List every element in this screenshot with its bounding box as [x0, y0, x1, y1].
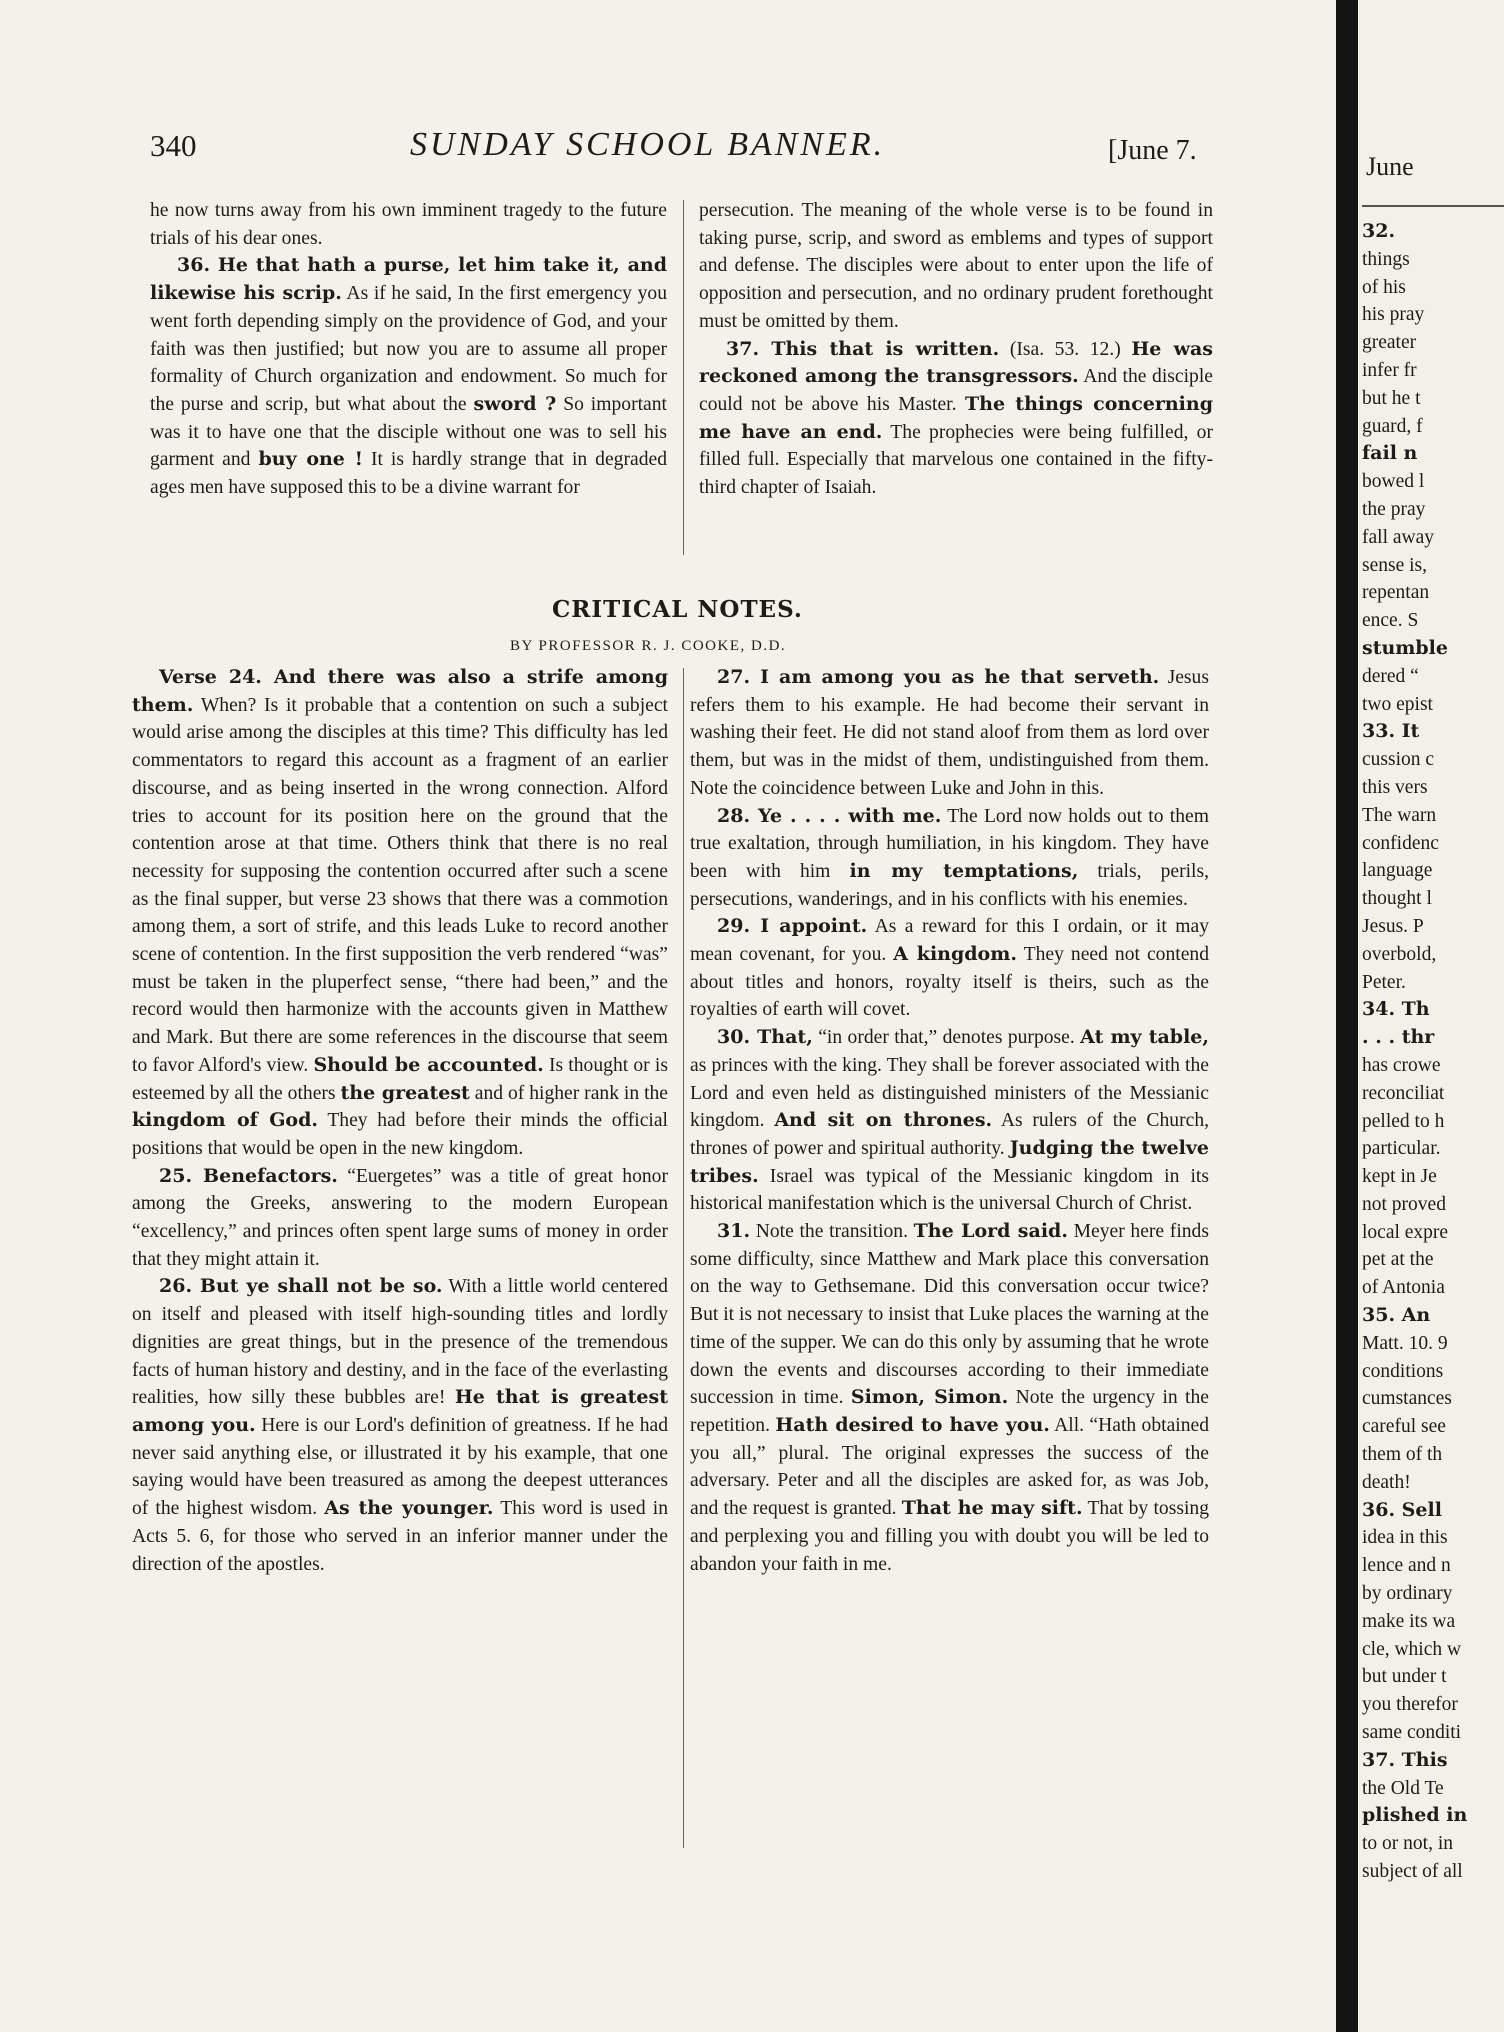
bold-phrase: He was reckoned among the transgressors.: [699, 337, 1213, 388]
note-verse-25: [132, 1163, 668, 1274]
bold-phrase: Should be accounted.: [313, 1053, 544, 1076]
adjacent-line: idea in this: [1362, 1527, 1448, 1549]
bold-phrase: The Lord said.: [913, 1220, 1068, 1243]
text: Israel was typical of the Messianic kingdom in its historical manifestation which is the universal Church of Christ.: [690, 1165, 1209, 1215]
bold-phrase: He that is greatest among you.: [132, 1386, 668, 1436]
bold-phrase: buy one !: [258, 448, 363, 471]
header-rule: [1362, 205, 1504, 207]
text: With a little world centered on itself and pleased with itself high-sounding titles and lordly dignities are great things, but in the presence of the tremendous facts of human history and destiny, and in the face of the everlasting realities, how silly these bubbles are!: [132, 1276, 668, 1409]
adjacent-line: pet at the: [1362, 1249, 1434, 1271]
issue-date: [June 7.: [1108, 135, 1197, 166]
text: Note the transition.: [750, 1221, 914, 1243]
adjacent-line: careful see: [1362, 1416, 1446, 1438]
column-rule: [683, 200, 684, 555]
adjacent-page: [1358, 0, 1504, 2032]
verse-heading: 30. That,: [717, 1026, 813, 1049]
verse-heading: Verse 24. And there was also a strife among them.: [132, 666, 668, 716]
adjacent-line: Matt. 10. 9: [1362, 1332, 1448, 1354]
adjacent-line: by ordinary: [1362, 1583, 1453, 1605]
adjacent-line: 34. Th: [1362, 998, 1430, 1021]
adjacent-line: them of th: [1362, 1444, 1443, 1466]
adjacent-line: but under t: [1362, 1666, 1447, 1688]
bold-phrase: And sit on thrones.: [774, 1109, 993, 1132]
paragraph-verse-36: [150, 252, 667, 501]
adjacent-page-header: June: [1366, 152, 1414, 181]
adjacent-line: his pray: [1362, 304, 1425, 326]
text: Jesus refers them to his example. He had become their servant in washing their feet. He did not stand aloof from them as lord over them, but was in the midst of them, undistinguished from them. Note the coincidence between Luke and John in this.: [690, 667, 1209, 799]
adjacent-line: has crowe: [1362, 1054, 1441, 1076]
verse-heading: 37. This that is written.: [726, 337, 1000, 360]
note-verse-29: [690, 913, 1209, 1024]
bold-phrase: At my table,: [1080, 1026, 1209, 1049]
verse-heading: 36. He that hath a purse, let him take it, and likewise his scrip.: [150, 254, 667, 305]
adjacent-line: cumstances: [1362, 1388, 1452, 1410]
adjacent-line: 33. It: [1362, 720, 1420, 743]
text: That by tossing and perplexing you and filling you with doubt you will be led to abandon your faith in me.: [690, 1498, 1209, 1575]
note-verse-31: [690, 1218, 1209, 1578]
adjacent-line: repentan: [1362, 582, 1430, 604]
paragraph-verse-37: [699, 336, 1213, 502]
adjacent-line: two epist: [1362, 693, 1433, 715]
adjacent-line: 35. An: [1362, 1304, 1431, 1327]
text: They need not contend about titles and honors, royalty itself is theirs, such as the royalties of earth will covet.: [690, 944, 1210, 1021]
adjacent-line: ence. S: [1362, 610, 1419, 632]
notes-right-column: [690, 664, 1209, 1578]
bold-phrase: sword ?: [473, 392, 557, 415]
bold-phrase: The things concerning me have an end.: [699, 392, 1213, 443]
adjacent-line: to or not, in: [1362, 1833, 1453, 1855]
byline: BY PROFESSOR R. J. COOKE, D.D.: [510, 638, 787, 654]
text: trials, perils, persecutions, wanderings, and in his conflicts with his enemies.: [690, 860, 1210, 910]
adjacent-line: greater: [1362, 332, 1417, 354]
bold-phrase: As the younger.: [324, 1497, 494, 1520]
text: Is thought or is esteemed by all the others: [132, 1054, 668, 1104]
adjacent-line: the Old Te: [1362, 1777, 1444, 1799]
running-title: SUNDAY SCHOOL BANNER.: [410, 126, 886, 163]
adjacent-line: pelled to h: [1362, 1110, 1445, 1132]
section-title: CRITICAL NOTES.: [552, 596, 803, 623]
text: Meyer here finds some difficulty, since Matthew and Mark place this conversation on the way to Gethsemane. Did this conversation occur twice? But it is not necessary to insist that Luke places the warning at the time of the supper. We can do this only by assuming that he wrote down the events and discourses according to their immediate succession in time.: [690, 1221, 1209, 1409]
bold-phrase: Judging the twelve tribes.: [690, 1136, 1210, 1187]
adjacent-line: confidenc: [1362, 832, 1439, 854]
verse-heading: 29. I appoint.: [717, 915, 868, 938]
adjacent-line: the pray: [1362, 498, 1426, 520]
adjacent-line: fall away: [1362, 526, 1435, 548]
adjacent-line: lence and n: [1362, 1555, 1451, 1577]
text: and of higher rank in the: [469, 1082, 669, 1104]
adjacent-line: particular.: [1362, 1138, 1441, 1160]
bold-phrase: in my temptations,: [849, 859, 1079, 882]
note-verse-24: [132, 664, 668, 1163]
adjacent-line: this vers: [1362, 776, 1428, 798]
adjacent-line: things: [1362, 248, 1410, 270]
bold-phrase: Hath desired to have you.: [775, 1413, 1050, 1436]
adjacent-line: plished in: [1362, 1804, 1468, 1827]
notes-left-column: [132, 664, 668, 1578]
note-verse-27: [690, 664, 1209, 803]
adjacent-line: . . . thr: [1362, 1026, 1435, 1049]
text: The Lord now holds out to them true exaltation, through humiliation, in his kingdom. They have been with him: [690, 805, 1209, 882]
adjacent-line: conditions: [1362, 1360, 1444, 1382]
adjacent-line: 37. This: [1362, 1748, 1448, 1771]
paragraph: he now turns away from his own imminent tragedy to the future trials of his dear ones.: [150, 200, 667, 249]
adjacent-line: local expre: [1362, 1221, 1449, 1243]
text: Here is our Lord's definition of greatness. If he had never said anything else, or illustrated it by his example, that one saying would have been treasured as among the deepest utterances of the highest wisdom.: [132, 1414, 668, 1520]
adjacent-line: 32.: [1362, 220, 1396, 242]
adjacent-line: of Antonia: [1362, 1277, 1445, 1299]
bold-phrase: kingdom of God.: [132, 1109, 318, 1132]
book-gutter: [1336, 0, 1358, 2032]
adjacent-line: The warn: [1362, 804, 1437, 826]
note-verse-26: [132, 1273, 668, 1578]
verse-heading: 27. I am among you as he that serveth.: [717, 666, 1160, 688]
adjacent-line: not proved: [1362, 1193, 1446, 1215]
text: This word is used in Acts 5. 6, for those who served in an inferior manner under the direction of the apostles.: [132, 1498, 669, 1575]
text: They had before their minds the official positions that would be open in the new kingdom.: [132, 1110, 668, 1159]
adjacent-line: dered “: [1362, 665, 1419, 687]
adjacent-line: thought l: [1362, 888, 1432, 910]
adjacent-line: 36. Sell: [1362, 1498, 1442, 1521]
text: Note the urgency in the repetition.: [690, 1387, 1209, 1436]
text: All. “Hath obtained you all,” plural. The original expresses the success of the adversary. Peter and all the disciples are asked for, as was Job, and the request is granted.: [690, 1414, 1209, 1520]
adjacent-line: but he t: [1362, 387, 1421, 409]
text: When? Is it probable that a contention on such a subject would arise among the disciples at this time? This difficulty has led commentators to regard this account as a fragment of an earlier discourse, and as being inserted in the wrong connection. Alford tries to account for its position here on the ground that the contention arose at that time. Others think that there is no real necessity for supposing the contention occurred after such a scene as the final supper, but verse 23 shows that there was a commotion among them, a sort of strife, and this leads Luke to record another scene of contention. In the first supposition the verb rendered “was” must be taken in the pluperfect sense, “there had been,” and the record would then harmonize with the accounts given in Matthew and Mark. But there are some references in the discourse that seem to favor Alford's view.: [132, 694, 668, 1076]
verse-heading: 26. But ye shall not be so.: [159, 1275, 443, 1298]
bold-phrase: the greatest: [340, 1081, 470, 1104]
adjacent-line: guard, f: [1362, 415, 1423, 437]
text: And the disciple could not be above his Master.: [699, 366, 1213, 415]
top-left-column: [150, 197, 667, 502]
adjacent-line: subject of all: [1362, 1861, 1463, 1883]
adjacent-line: Jesus. P: [1362, 915, 1424, 937]
bold-phrase: That he may sift.: [901, 1497, 1083, 1520]
note-verse-28: [690, 803, 1209, 914]
text: It is hardly strange that in degraded ages men have supposed this to be a divine warrant for: [150, 449, 667, 499]
page-number: 340: [150, 128, 197, 163]
adjacent-line: you therefor: [1362, 1694, 1458, 1716]
text: As if he said, In the first emergency you went forth depending simply on the providence of God, and your faith was then justified; but now you are to assume all proper formality of Church organization and endowment. So much for the purse and scrip, but what about the: [150, 283, 667, 415]
bold-phrase: A kingdom.: [893, 943, 1017, 966]
adjacent-line: reconciliat: [1362, 1082, 1445, 1104]
verse-heading: 31.: [717, 1220, 751, 1243]
text: So important was it to have one that the disciple without one was to sell his garment and: [150, 393, 667, 471]
adjacent-line: Peter.: [1362, 971, 1406, 993]
text: As a reward for this I ordain, or it may mean covenant, for you.: [690, 916, 1209, 966]
adjacent-line: same conditi: [1362, 1722, 1462, 1744]
adjacent-line: kept in Je: [1362, 1166, 1437, 1188]
column-rule: [683, 668, 684, 1848]
adjacent-line: fail n: [1362, 442, 1418, 465]
adjacent-line: language: [1362, 860, 1433, 882]
adjacent-line: death!: [1362, 1471, 1411, 1493]
adjacent-line: bowed l: [1362, 471, 1425, 493]
top-right-column: [699, 197, 1213, 502]
verse-heading: 28. Ye . . . . with me.: [717, 804, 942, 827]
text: “Euergetes” was a title of great honor among the Greeks, answering to the modern European “excellency,” and princes often spent large sums of money in order that they might attain it.: [132, 1165, 668, 1270]
note-verse-30: [690, 1024, 1209, 1218]
bold-phrase: Simon, Simon.: [850, 1386, 1009, 1409]
adjacent-line: cle, which w: [1362, 1638, 1462, 1660]
adjacent-line: of his: [1362, 276, 1406, 298]
adjacent-line: stumble: [1362, 636, 1448, 659]
adjacent-line: sense is,: [1362, 554, 1427, 576]
text: “in order that,” denotes purpose.: [812, 1027, 1081, 1049]
adjacent-line: cussion c: [1362, 749, 1435, 771]
adjacent-line: infer fr: [1362, 359, 1417, 381]
text: As rulers of the Church, thrones of power and spiritual authority.: [690, 1110, 1210, 1159]
paragraph: persecution. The meaning of the whole verse is to be found in taking purse, scrip, and sword as emblems and types of support and defense. The disciples were about to enter upon the life of opposition and persecution, and no ordinary prudent forethought must be omitted by them.: [699, 200, 1213, 332]
verse-heading: 25. Benefactors.: [159, 1164, 338, 1187]
adjacent-line: make its wa: [1362, 1610, 1456, 1632]
adjacent-page-text: [1362, 218, 1467, 1886]
text: (Isa. 53. 12.): [999, 338, 1132, 360]
adjacent-line: overbold,: [1362, 943, 1437, 965]
text: The prophecies were being fulfilled, or filled full. Especially that marvelous one contained in the fifty-third chapter of Isaiah.: [699, 421, 1213, 499]
text: as princes with the king. They shall be forever associated with the Lord and even held as distinguished ministers of the Messianic kingdom.: [690, 1054, 1209, 1132]
